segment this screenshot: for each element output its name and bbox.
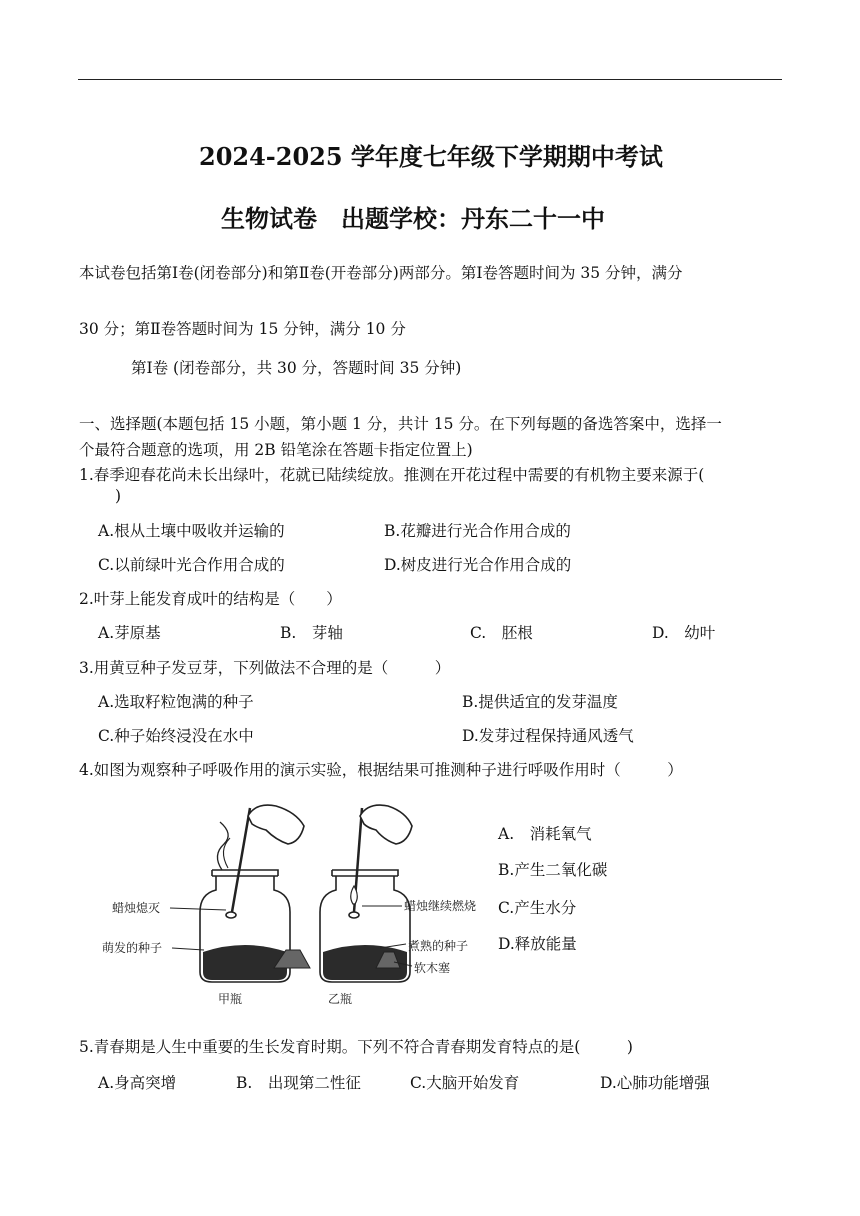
question-4-option-b: B.产生二氧化碳 — [498, 861, 608, 879]
question-1-option-c: C.以前绿叶光合作用合成的 — [98, 556, 285, 574]
question-4-option-d: D.释放能量 — [498, 935, 577, 953]
question-1-option-b: B.花瓣进行光合作用合成的 — [384, 522, 571, 540]
question-4-option-c: C.产生水分 — [498, 899, 577, 917]
question-1-stem: 1.春季迎春花尚未长出绿叶，花就已陆续绽放。推测在开花过程中需要的有机物主要来源于( — [79, 466, 705, 484]
question-1-option-d: D.树皮进行光合作用合成的 — [384, 556, 572, 574]
question-5-option-d: D.心肺功能增强 — [600, 1074, 710, 1092]
question-2-option-a: A.芽原基 — [98, 624, 161, 642]
header-rule — [78, 79, 782, 80]
label-cork: 软木塞 — [414, 961, 451, 975]
question-5-option-a: A.身高突增 — [98, 1074, 177, 1092]
question-3-stem: 3.用黄豆种子发豆芽，下列做法不合理的是（ ） — [79, 659, 451, 677]
question-5-option-b: B. 出现第二性征 — [236, 1074, 361, 1092]
label-jar-a: 甲瓶 — [218, 992, 243, 1006]
label-jar-b: 乙瓶 — [328, 992, 353, 1006]
question-3-option-b: B.提供适宜的发芽温度 — [462, 693, 618, 711]
intro-line-1: 本试卷包括第Ⅰ卷(闭卷部分)和第Ⅱ卷(开卷部分)两部分。第Ⅰ卷答题时间为 35 分钟，满分 — [79, 264, 683, 282]
label-candle-burning: 蜡烛继续燃烧 — [404, 899, 477, 913]
jar-a-seeds — [203, 945, 287, 980]
question-2-option-d: D. 幼叶 — [652, 624, 716, 642]
question-4-option-a: A. 消耗氧气 — [498, 825, 592, 843]
question-5-option-c: C.大脑开始发育 — [410, 1074, 520, 1092]
question-1-option-a: A.根从土壤中吸收并运输的 — [98, 522, 285, 540]
label-candle-out: 蜡烛熄灭 — [112, 901, 161, 915]
question-4-stem: 4.如图为观察种子呼吸作用的演示实验，根据结果可推测种子进行呼吸作用时（ ） — [79, 761, 683, 779]
label-germinated-seeds: 萌发的种子 — [102, 941, 163, 955]
exam-title: 2024-2025 学年度七年级下学期期中考试 — [199, 142, 663, 171]
question-2-option-b: B. 芽轴 — [280, 624, 343, 642]
question-3-option-a: A.选取籽粒饱满的种子 — [98, 693, 254, 711]
part-one-heading: 第Ⅰ卷 (闭卷部分，共 30 分，答题时间 35 分钟) — [131, 359, 462, 377]
question-1-stem-cont: ) — [115, 487, 122, 505]
intro-line-2: 30 分；第Ⅱ卷答题时间为 15 分钟，满分 10 分 — [79, 320, 406, 338]
exam-subtitle: 生物试卷 出题学校：丹东二十一中 — [221, 204, 605, 233]
label-cooked-seeds: 煮熟的种子 — [408, 939, 469, 953]
section-instructions-1: 一、选择题(本题包括 15 小题，第小题 1 分，共计 15 分。在下列每题的备选答案中，选择一 — [79, 415, 722, 433]
question-5-stem: 5.青春期是人生中重要的生长发育时期。下列不符合青春期发育特点的是( ) — [79, 1038, 633, 1056]
question-2-stem: 2.叶芽上能发育成叶的结构是（ ） — [79, 590, 342, 608]
section-instructions-2: 个最符合题意的选项，用 2B 铅笔涂在答题卡指定位置上) — [79, 441, 473, 459]
seed-respiration-figure — [100, 800, 495, 1010]
question-2-option-c: C. 胚根 — [470, 624, 533, 642]
question-3-option-c: C.种子始终浸没在水中 — [98, 727, 254, 745]
question-3-option-d: D.发芽过程保持通风透气 — [462, 727, 634, 745]
